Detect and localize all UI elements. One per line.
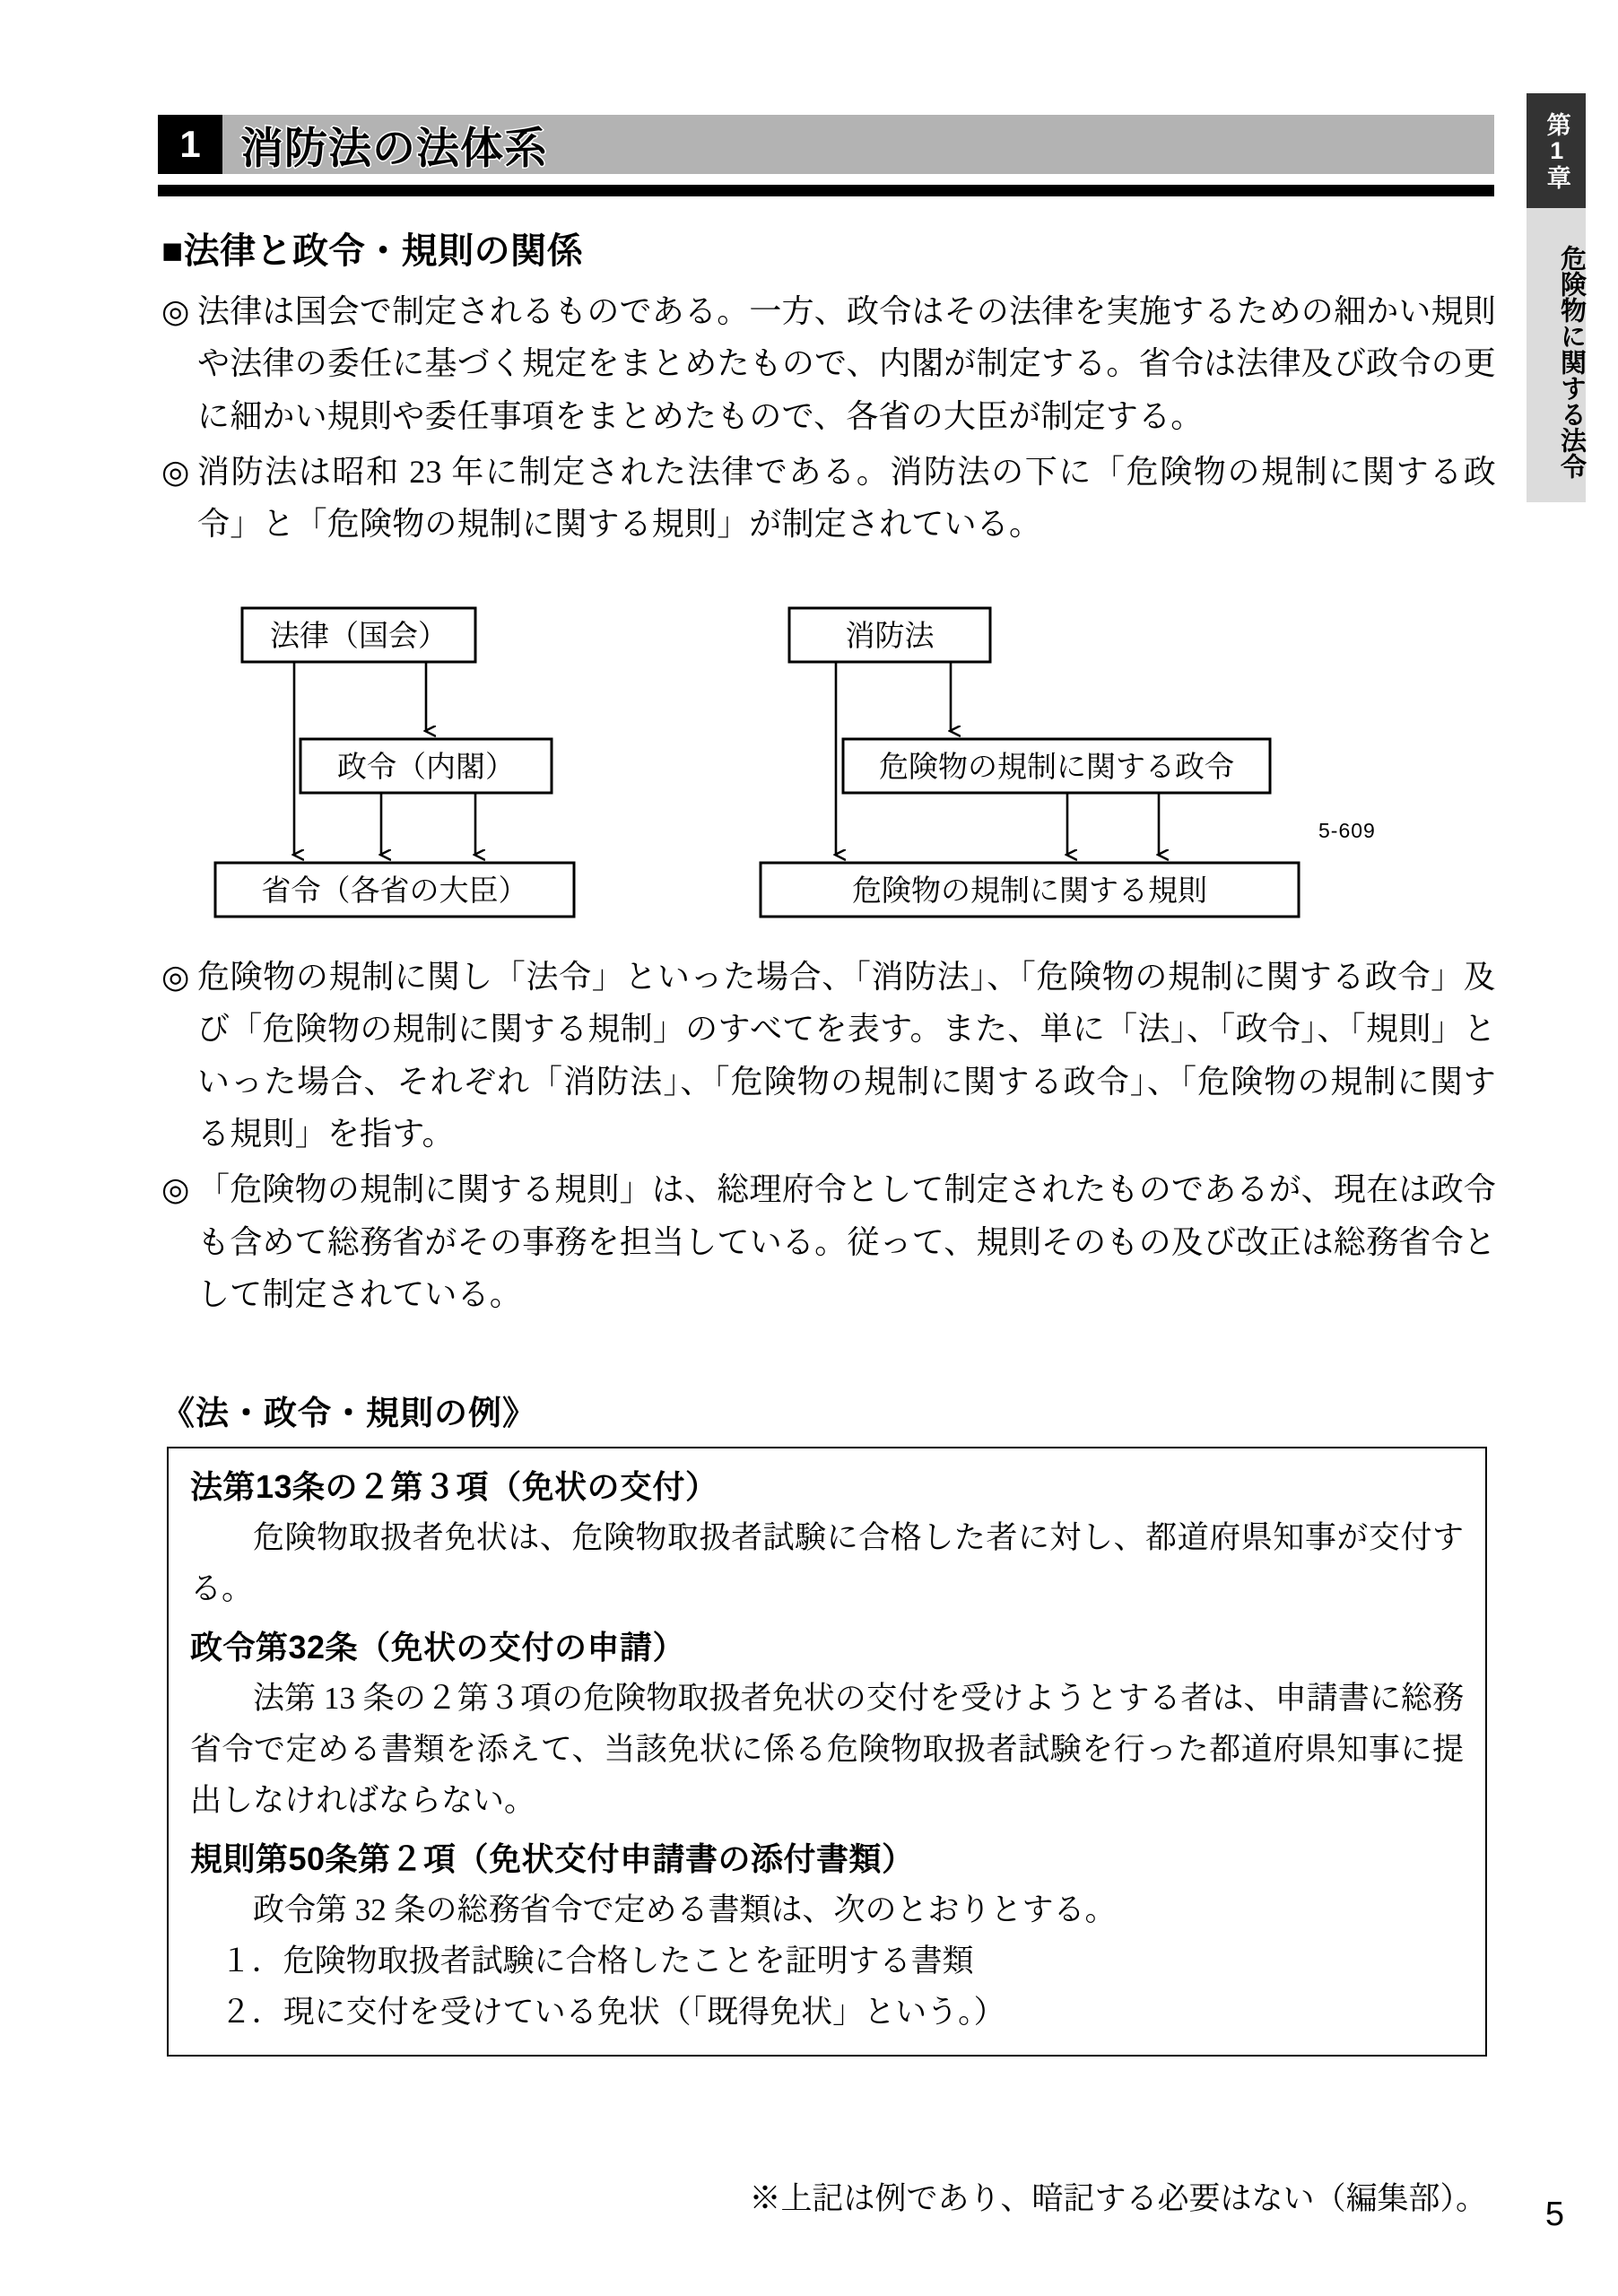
diagram-node-left-bottom: 省令（各省の大臣） <box>261 874 528 907</box>
example-title: 法第13条の２第３項（免状の交付） <box>190 1468 718 1505</box>
bullet-marker-icon: ◎ <box>161 293 190 329</box>
section-number-badge: 1 <box>158 115 222 174</box>
paragraph <box>161 951 1496 1160</box>
example-item <box>190 1623 1464 1826</box>
example-body: 法第 13 条の２第３項の危険物取扱者免状の交付を受けようとする者は、申請書に総務省令で定める書類を添えて、当該免状に係る危険物取扱者試験を行った都道府県知事に提出しなければならない。 <box>190 1681 1464 1818</box>
example-body: 危険物取扱者免状は、危険物取扱者試験に合格した者に対し、都道府県知事が交付する。 <box>190 1520 1464 1606</box>
bullet-marker-icon: ◎ <box>161 959 190 995</box>
page-number: 5 <box>1544 2196 1564 2233</box>
bullet-marker-icon: ◎ <box>161 453 190 490</box>
chapter-tab-title: 危険物に関する法令 <box>1527 208 1586 502</box>
example-list <box>190 1936 1464 2038</box>
examples-box <box>167 1447 1487 2057</box>
page-title: 消防法の法体系 <box>240 125 549 173</box>
paragraph <box>161 446 1496 551</box>
bullet-marker-icon: ◎ <box>161 1171 190 1208</box>
diagram-node-right-top: 消防法 <box>845 619 935 652</box>
chapter-tab <box>1527 93 1586 502</box>
paragraph-text: 危険物の規制に関し「法令」といった場合、「消防法」、「危険物の規制に関する政令」及び「危険物の規制に関する規制」のすべてを表す。また、単に「法」、「政令」、「規則」といった場合、それぞれ「消防法」、「危険物の規制に関する政令」、「危険物の規制に関する規則」を指す。 <box>197 959 1496 1152</box>
examples-heading: 《法・政令・規則の例》 <box>161 1395 536 1431</box>
intro-paragraphs <box>161 285 1496 554</box>
subsection-heading: ■法律と政令・規則の関係 <box>161 231 584 271</box>
diagram-node-left-middle: 政令（内閣） <box>337 750 515 783</box>
diagram-node-right-bottom: 危険物の規制に関する規則 <box>852 874 1207 907</box>
chapter-tab-number: 第1章 <box>1527 93 1586 208</box>
paragraph <box>161 285 1496 442</box>
post-diagram-paragraphs <box>161 951 1496 1324</box>
list-item: ２．現に交付を受けている免状（「既得免状」という。） <box>220 1994 1005 2030</box>
example-item <box>190 1835 1464 2038</box>
law-hierarchy-diagram <box>161 603 1498 935</box>
example-title: 政令第32条（免状の交付の申請） <box>190 1629 686 1666</box>
diagram-figure-code: 5-609 <box>1318 819 1376 842</box>
paragraph-text: 消防法は昭和 23 年に制定された法律である。消防法の下に「危険物の規制に関する政令」と「危険物の規制に関する規則」が制定されている。 <box>197 453 1496 543</box>
section-banner <box>158 115 1494 174</box>
diagram-node-left-top: 法律（国会） <box>270 619 448 652</box>
paragraph-text: 法律は国会で制定されるものである。一方、政令はその法律を実施するための細かい規則や法律の委任に基づく規定をまとめたもので、内閣が制定する。省令は法律及び政令の更に細かい規則や委任事項をまとめたもので、各省の大臣が制定する。 <box>197 293 1497 434</box>
example-item <box>190 1463 1464 1614</box>
banner-underline <box>158 185 1494 196</box>
examples-note: ※上記は例であり、暗記する必要はない（編集部）。 <box>749 2181 1487 2216</box>
paragraph-text: 「危険物の規制に関する規則」は、総理府令として制定されたものであるが、現在は政令も含めて総務省がその事務を担当している。従って、規則そのもの及び改正は総務省令として制定されている。 <box>197 1171 1497 1312</box>
list-item: １．危険物取扱者試験に合格したことを証明する書類 <box>220 1944 974 1979</box>
paragraph <box>161 1163 1496 1320</box>
example-body: 政令第 32 条の総務省令で定める書類は、次のとおりとする。 <box>253 1892 1117 1928</box>
diagram-node-right-middle: 危険物の規制に関する政令 <box>879 750 1234 783</box>
example-title: 規則第50条第２項（免状交付申請書の添付書類） <box>190 1840 915 1878</box>
